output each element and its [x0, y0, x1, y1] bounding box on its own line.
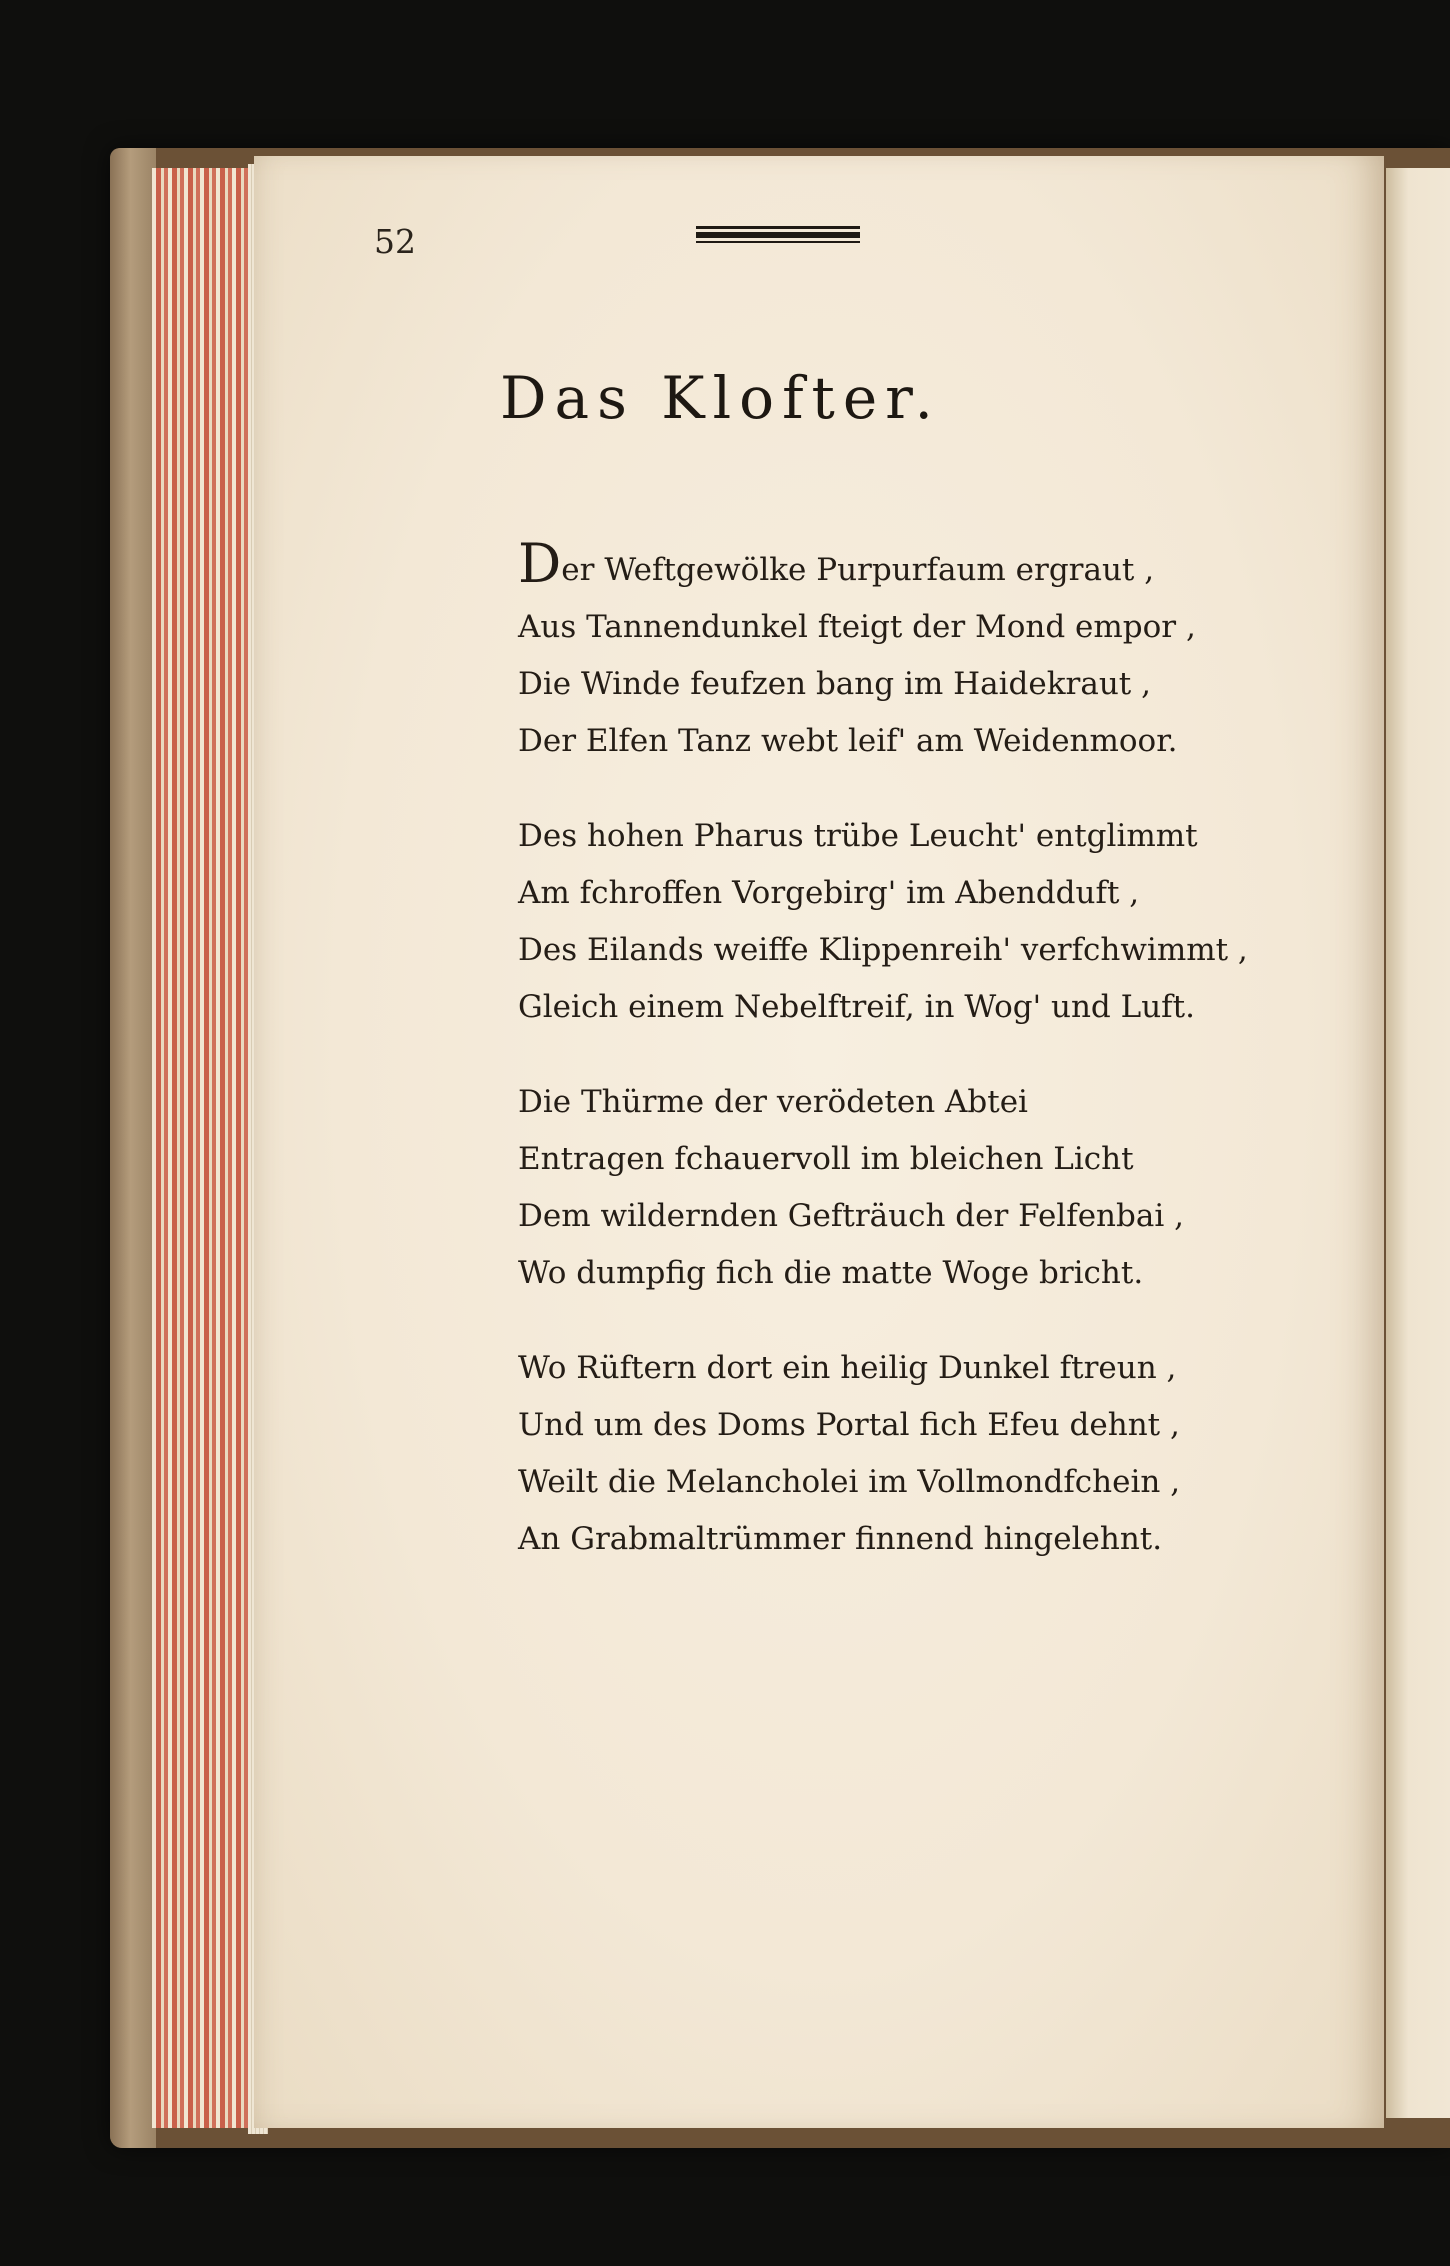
- poem-line: Weilt die Melancholei im Vollmondfchein ,: [518, 1464, 1181, 1500]
- page-number: 52: [374, 222, 416, 261]
- drop-cap: D: [518, 532, 562, 595]
- poem-line: Der Elfen Tanz webt leif' am Weidenmoor.: [518, 723, 1178, 759]
- poem-line: Des Eilands weiffe Klippenreih' verfchwimmt ,: [518, 932, 1248, 968]
- stanza: [518, 1340, 1278, 1568]
- stanza: [518, 532, 1278, 770]
- poem: [518, 532, 1278, 1606]
- next-page-edge: [1386, 168, 1450, 2118]
- poem-line: Dem wildernden Gefträuch der Felfenbai ,: [518, 1198, 1184, 1234]
- poem-line: Wo Rüftern dort ein heilig Dunkel ftreun ,: [518, 1350, 1177, 1386]
- poem-line: Und um des Doms Portal fich Efeu dehnt ,: [518, 1407, 1180, 1443]
- poem-line: Die Thürme der verödeten Abtei: [518, 1084, 1028, 1120]
- poem-line: Aus Tannendunkel fteigt der Mond empor ,: [518, 609, 1196, 645]
- poem-line: [518, 532, 1278, 599]
- stanza: [518, 1074, 1278, 1302]
- poem-line: Des hohen Pharus trübe Leucht' entglimmt: [518, 818, 1198, 854]
- poem-line: Gleich einem Nebelftreif, in Wog' und Luft.: [518, 989, 1195, 1025]
- page-edges: [152, 168, 252, 2128]
- cover-spine-wear: [110, 148, 156, 2148]
- poem-line: An Grabmaltrümmer finnend hingelehnt.: [518, 1521, 1163, 1557]
- poem-line: Am fchroffen Vorgebirg' im Abendduft ,: [518, 875, 1140, 911]
- first-line-text: er Weftgewölke Purpurfaum ergraut ,: [561, 552, 1155, 588]
- poem-title: Das Klofter.: [500, 364, 941, 432]
- stanza: [518, 808, 1278, 1036]
- poem-line: Entragen fchauervoll im bleichen Licht: [518, 1141, 1134, 1177]
- header-rule: [696, 226, 860, 244]
- poem-line: Wo dumpfig fich die matte Woge bricht.: [518, 1255, 1144, 1291]
- poem-line: Die Winde feufzen bang im Haidekraut ,: [518, 666, 1151, 702]
